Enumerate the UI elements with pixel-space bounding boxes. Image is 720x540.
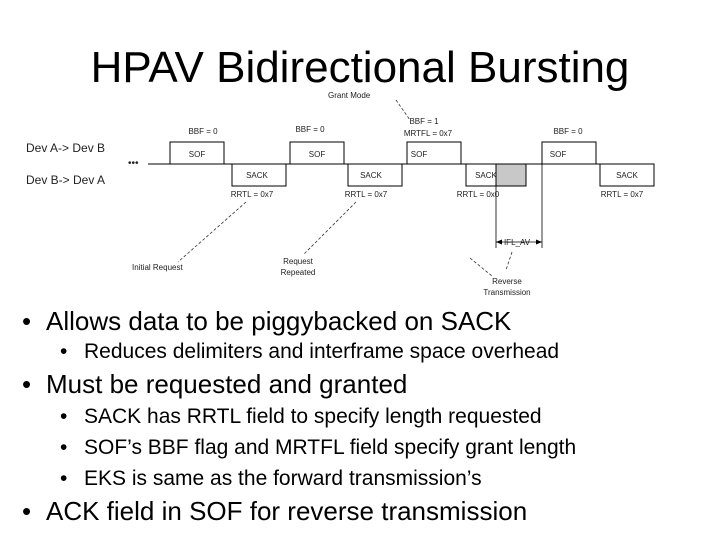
bullet-item: • Allows data to be piggybacked on SACK: [22, 306, 712, 336]
bullet-item: • ACK field in SOF for reverse transmission: [22, 496, 712, 526]
bullet-list: [22, 306, 712, 526]
reverse-transmission-label: Reverse: [492, 277, 522, 286]
ifl-av-label: IFL_AV: [503, 238, 531, 247]
request-repeated-label: Request: [283, 257, 313, 266]
request-repeated-label: Repeated: [280, 268, 316, 277]
rrtl-label: RRTL = 0x7: [230, 190, 274, 199]
mrtfl-label: MRTFL = 0x7: [403, 129, 453, 138]
sack-frame: [457, 164, 526, 199]
sack-frame: [345, 164, 402, 199]
rrtl-label: RRTL = 0x0: [456, 190, 500, 199]
sack-label: SACK: [246, 171, 268, 180]
sub-bullet-item: • Reduces delimiters and interframe space overhead: [22, 336, 712, 367]
sof-label: SOF: [410, 150, 428, 159]
continuation-dots: •••: [128, 158, 139, 169]
initial-request-pointer: [178, 202, 246, 262]
sack-frame: [600, 164, 654, 199]
sof-frame: [170, 127, 224, 164]
sub-bullet-item: • EKS is same as the forward transmission’s: [22, 463, 712, 494]
sack-label: SACK: [475, 171, 497, 180]
rrtl-label: RRTL = 0x7: [344, 190, 388, 199]
request-repeated-pointer: [304, 202, 356, 254]
reverse-transmission-pointer: [470, 258, 492, 276]
bbf-label: BBF = 0: [295, 125, 325, 134]
row-label-a-to-b: Dev A-> Dev B: [26, 141, 106, 155]
grant-mode-pointer: [396, 100, 410, 120]
bbf-label: BBF = 0: [553, 127, 583, 136]
row-label-b-to-a: Dev B-> Dev A: [26, 173, 106, 187]
sub-bullet-item: • SACK has RRTL field to specify length requested: [22, 401, 712, 432]
bbf-label: BBF = 1: [409, 117, 439, 126]
sof-label: SOF: [188, 150, 206, 159]
grant-mode-label: Grant Mode: [328, 91, 371, 100]
reverse-transmission-label: Transmission: [483, 288, 531, 297]
sof-label: SOF: [308, 150, 326, 159]
rrtl-label: RRTL = 0x7: [600, 190, 644, 199]
sack-label: SACK: [360, 171, 382, 180]
sof-frame: [290, 125, 344, 164]
sof-label: SOF: [549, 150, 567, 159]
sack-label: SACK: [616, 171, 638, 180]
reverse-data-block: [496, 164, 526, 186]
bullet-item: • Must be requested and granted: [22, 369, 712, 399]
bbf-label: BBF = 0: [188, 127, 218, 136]
slide-title: HPAV Bidirectional Bursting: [90, 43, 630, 92]
sof-frame: [542, 127, 596, 164]
initial-request-label: Initial Request: [132, 263, 183, 272]
sof-frame: [404, 117, 461, 164]
sack-frame: [231, 164, 286, 199]
sub-bullet-item: • SOF’s BBF flag and MRTFL field specify grant length: [22, 432, 712, 463]
reverse-transmission-pointer: [506, 252, 512, 270]
